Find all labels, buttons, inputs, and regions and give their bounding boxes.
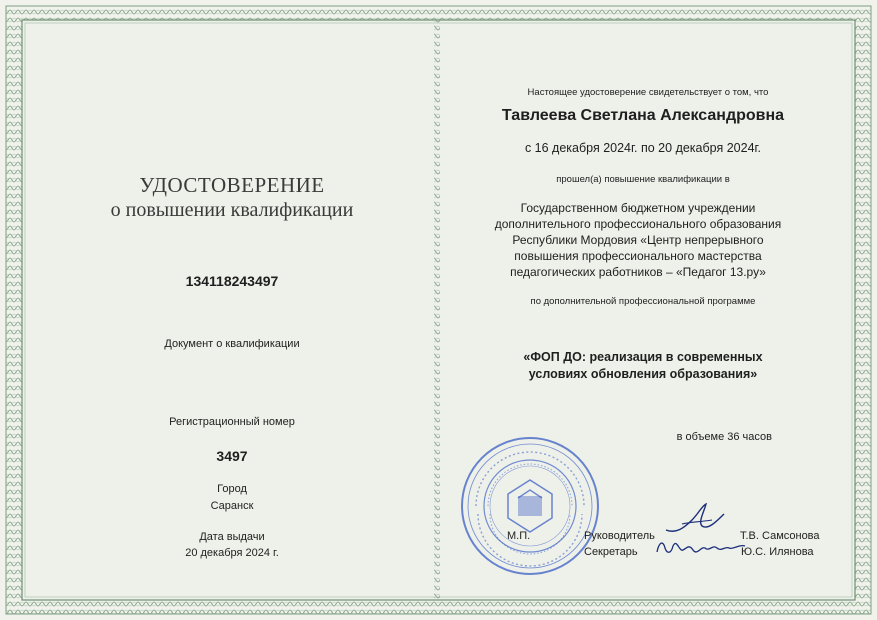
issue-date-label: Дата выдачи: [199, 531, 265, 543]
secretary-signature: [653, 534, 749, 560]
document-title: УДОСТОВЕРЕНИЕ: [139, 173, 325, 197]
registration-number: 3497: [216, 448, 248, 464]
organization-line: дополнительного профессионального образования: [494, 217, 782, 231]
program-title-line: условиях обновления образования»: [528, 367, 758, 381]
completed-text: прошел(а) повышение квалификации в: [556, 174, 730, 185]
issue-date: 20 декабря 2024 г.: [185, 547, 279, 559]
head-signature: [662, 500, 728, 538]
program-title-line: «ФОП ДО: реализация в современных: [523, 350, 763, 364]
organization-line: педагогических работников – «Педагог 13.ру»: [510, 265, 766, 279]
certifies-text: Настоящее удостоверение свидетельствует о том, что: [527, 87, 769, 98]
head-title: Руководитель: [584, 530, 655, 542]
left-page: [30, 28, 434, 592]
person-name: Тавлеева Светлана Александровна: [501, 107, 785, 124]
organization-line: повышения профессионального мастерства: [514, 249, 762, 263]
hours-volume: в объеме 36 часов: [676, 431, 772, 443]
registration-label: Регистрационный номер: [169, 416, 295, 428]
document-subtitle: о повышении квалификации: [110, 199, 354, 221]
secretary-title: Секретарь: [584, 546, 638, 558]
document-kind: Документ о квалификации: [164, 338, 300, 350]
program-label: по дополнительной профессиональной программе: [530, 296, 756, 307]
city-label: Город: [217, 483, 247, 495]
training-period: с 16 декабря 2024г. по 20 декабря 2024г.: [524, 141, 762, 155]
document-number: 134118243497: [185, 273, 279, 289]
city-value: Саранск: [210, 500, 254, 512]
organization-line: Государственном бюджетном учреждении: [520, 201, 756, 215]
right-page: [440, 28, 846, 592]
round-seal-stamp: [458, 434, 602, 578]
secretary-name: Ю.С. Илянова: [741, 546, 814, 558]
stamp-place-label: М.П.: [507, 530, 531, 542]
head-name: Т.В. Самсонова: [740, 530, 820, 542]
organization-line: Республики Мордовия «Центр непрерывного: [512, 233, 764, 247]
